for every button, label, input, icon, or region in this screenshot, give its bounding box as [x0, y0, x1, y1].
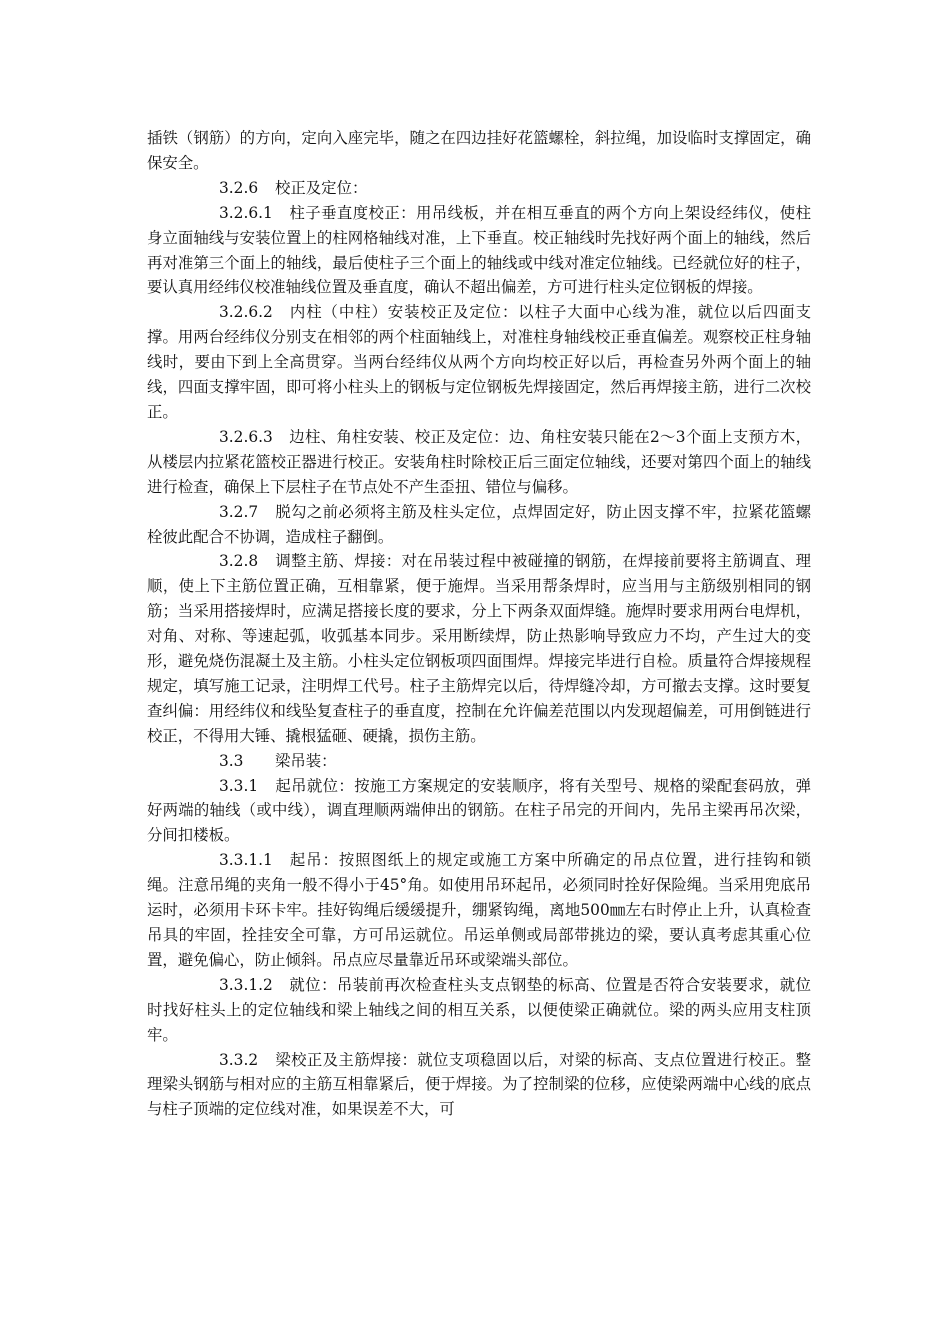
section-3-3-1-2 — [147, 973, 811, 1048]
section-3-3-2 — [147, 1048, 811, 1123]
section-text: 梁吊装： — [275, 751, 337, 770]
section-text: 内柱（中柱）安装校正及定位：以柱子大面中心线为准，就位以后四面支撑。用两台经纬仪分别支在相邻的两个柱面轴线上，对准柱身轴线校正垂直偏差。观察校正柱身轴线时，要由下到上全高贯穿。当两台经纬仪从两个方向均校正好以后，再检查另外两个面上的轴线，四面支撑牢固，即可将小柱头上的钢板与定位钢板先焊接固定，然后再焊接主筋，进行二次校正。 — [147, 303, 811, 421]
paragraph-continuation — [147, 126, 811, 176]
section-number: 3.2.7 — [219, 502, 259, 521]
section-3-3-1 — [147, 774, 811, 849]
section-text: 脱勾之前必须将主筋及柱头定位，点焊固定好，防止因支撑不牢，拉紧花篮螺栓彼此配合不协调，造成柱子翻倒。 — [147, 502, 811, 546]
section-3-2-8 — [147, 549, 811, 748]
section-number: 3.2.6.2 — [219, 303, 273, 322]
section-text: 边柱、角柱安装、校正及定位：边、角柱安装只能在2～3个面上支预方木，从楼层内拉紧花篮校正器进行校正。安装角柱时除校正后三面定位轴线，还要对第四个面上的轴线进行检查，确保上下层柱子在节点处不产生歪扭、错位与偏移。 — [147, 427, 811, 496]
section-3-3-1-1 — [147, 848, 811, 973]
section-number: 3.3.1 — [219, 776, 259, 795]
paragraph-text: 插铁（钢筋）的方向，定向入座完毕，随之在四边挂好花篮螺栓，斜拉绳，加设临时支撑固定，确保安全。 — [147, 129, 811, 172]
section-number: 3.3 — [219, 751, 244, 770]
section-number: 3.3.2 — [219, 1050, 259, 1069]
section-number: 3.3.1.1 — [219, 851, 273, 870]
section-text: 校正及定位： — [275, 178, 368, 197]
section-3-2-7 — [147, 500, 811, 550]
document-page — [147, 126, 811, 1122]
section-text: 柱子垂直度校正：用吊线板，并在相互垂直的两个方向上架设经纬仪，使柱身立面轴线与安装位置上的柱网格轴线对准，上下垂直。校正轴线时先找好两个面上的轴线，然后再对准第三个面上的轴线，最后使柱子三个面上的轴线或中线对准定位轴线。已经就位好的柱子，要认真用经纬仪校准轴线位置及垂直度，确认不超出偏差，方可进行柱头定位钢板的焊接。 — [147, 203, 811, 297]
section-text: 起吊：按照图纸上的规定或施工方案中所确定的吊点位置，进行挂钩和锁绳。注意吊绳的夹角一般不得小于45°角。如使用吊环起吊，必须同时拴好保险绳。当采用兜底吊运时，必须用卡环卡牢。挂好钩绳后缓缓提升，绷紧钩绳，离地500㎜左右时停止上升，认真检查吊具的牢固，拴挂安全可靠，方可吊运就位。吊运单侧或局部带挑边的梁，要认真考虑其重心位置，避免偏心，防止倾斜。吊点应尽量靠近吊环或梁端头部位。 — [147, 851, 811, 969]
section-3-2-6 — [147, 176, 811, 201]
section-text: 起吊就位：按施工方案规定的安装顺序，将有关型号、规格的梁配套码放，弹好两端的轴线（或中线），调直理顺两端伸出的钢筋。在柱子吊完的开间内，先吊主梁再吊次梁，分间扣楼板。 — [147, 776, 811, 845]
section-3-2-6-1 — [147, 201, 811, 301]
section-text: 就位：吊装前再次检查柱头支点钢垫的标高、位置是否符合安装要求，就位时找好柱头上的定位轴线和梁上轴线之间的相互关系，以便使梁正确就位。梁的两头应用支柱顶牢。 — [147, 975, 811, 1044]
section-number: 3.2.6.1 — [219, 203, 273, 222]
section-number: 3.2.8 — [219, 552, 259, 571]
section-number: 3.2.6 — [219, 178, 259, 197]
section-text: 梁校正及主筋焊接：就位支项稳固以后，对梁的标高、支点位置进行校正。整理梁头钢筋与相对应的主筋互相靠紧后，便于焊接。为了控制梁的位移，应使梁两端中心线的底点与柱子顶端的定位线对准，如果误差不大，可 — [147, 1050, 811, 1119]
section-number: 3.2.6.3 — [219, 427, 273, 446]
section-text: 调整主筋、焊接：对在吊装过程中被碰撞的钢筋，在焊接前要将主筋调直、理顺，使上下主筋位置正确，互相靠紧，便于施焊。当采用帮条焊时，应当用与主筋级别相同的钢筋；当采用搭接焊时，应满足搭接长度的要求，分上下两条双面焊缝。施焊时要求用两台电焊机，对角、对称、等速起弧，收弧基本同步。采用断续焊，防止热影响导致应力不均，产生过大的变形，避免烧伤混凝土及主筋。小柱头定位钢板项四面围焊。焊接完毕进行自检。质量符合焊接规程规定，填写施工记录，注明焊工代号。柱子主筋焊完以后，待焊缝冷却，方可撤去支撑。这时要复查纠偏：用经纬仪和线坠复查柱子的垂直度，控制在允许偏差范围以内发现超偏差，可用倒链进行校正，不得用大锤、撬根猛砸、硬撬，损伤主筋。 — [147, 552, 811, 745]
section-3-3 — [147, 749, 811, 774]
section-number: 3.3.1.2 — [219, 975, 273, 994]
section-3-2-6-2 — [147, 300, 811, 425]
section-3-2-6-3 — [147, 425, 811, 500]
